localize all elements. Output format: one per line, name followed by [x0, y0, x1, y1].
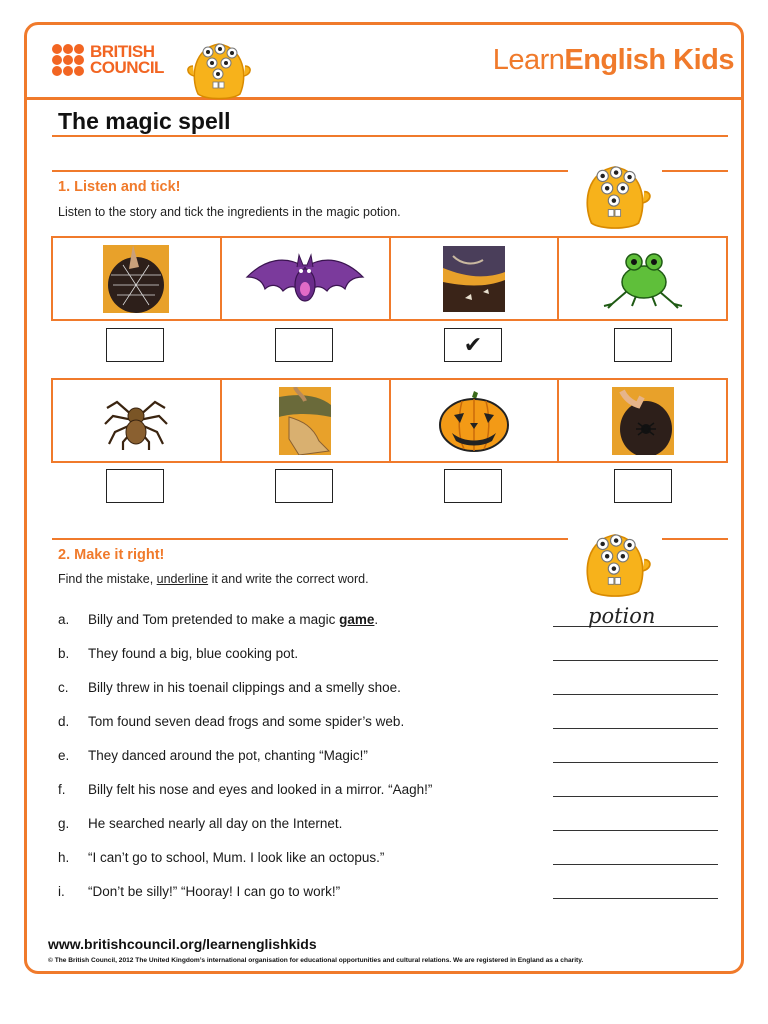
underlined-mistake: game	[339, 612, 375, 627]
question-text: “I can’t go to school, Mum. I look like an octopus.”	[88, 850, 385, 865]
monster-mascot-icon	[574, 158, 656, 232]
tick-box-3[interactable]: ✔	[444, 328, 502, 362]
question-row-e	[58, 748, 718, 770]
question-row-d	[58, 714, 718, 736]
title-underline	[52, 135, 728, 137]
answer-line[interactable]	[553, 728, 718, 729]
ingredient-cell	[222, 238, 391, 319]
ingredient-cell	[222, 380, 391, 461]
pumpkin-icon	[438, 389, 510, 453]
tick-box-8[interactable]	[614, 469, 672, 503]
tick-box-2[interactable]	[275, 328, 333, 362]
section1-heading: 1. Listen and tick!	[58, 179, 181, 195]
answer-line[interactable]	[553, 830, 718, 831]
header-divider	[24, 97, 744, 100]
section2-heading: 2. Make it right!	[58, 547, 165, 563]
ingredients-grid-row1	[51, 236, 728, 321]
question-letter: g.	[58, 816, 70, 831]
question-row-f	[58, 782, 718, 804]
bat-icon	[245, 249, 365, 309]
ingredient-cell	[53, 380, 222, 461]
logo-line2: COUNCIL	[90, 58, 164, 77]
ingredient-cell	[391, 380, 560, 461]
question-row-c	[58, 680, 718, 702]
spider-in-pot-icon	[612, 387, 674, 455]
section1-instruction: Listen to the story and tick the ingredients in the magic potion.	[58, 205, 401, 219]
footer-url[interactable]: www.britishcouncil.org/learnenglishkids	[48, 936, 317, 952]
answer-line[interactable]	[553, 864, 718, 865]
monster-mascot-icon	[184, 36, 254, 102]
answer-line[interactable]	[553, 762, 718, 763]
toenail-clippings-icon	[443, 246, 505, 312]
smelly-shoe-icon	[279, 387, 331, 455]
section1-rule	[52, 170, 568, 172]
question-letter: h.	[58, 850, 70, 865]
question-row-h	[58, 850, 718, 872]
tick-box-7[interactable]	[444, 469, 502, 503]
learnenglish-kids-logo: LearnEnglish Kids	[492, 44, 734, 76]
question-letter: b.	[58, 646, 70, 661]
question-text: “Don’t be silly!” “Hooray! I can go to work!”	[88, 884, 341, 899]
section2-rule-right	[662, 538, 728, 540]
question-text: Billy and Tom pretended to make a magic game.	[88, 612, 379, 627]
logo-line1: BRITISH	[90, 42, 155, 61]
question-letter: c.	[58, 680, 69, 695]
frog-icon	[602, 248, 684, 310]
tick-box-5[interactable]	[106, 469, 164, 503]
question-text: He searched nearly all day on the Internet.	[88, 816, 343, 831]
question-letter: f.	[58, 782, 66, 797]
section2-rule	[52, 538, 568, 540]
question-row-i	[58, 884, 718, 906]
ingredient-cell	[559, 380, 726, 461]
question-letter: e.	[58, 748, 70, 763]
answer-line[interactable]	[553, 694, 718, 695]
section1-rule-right	[662, 170, 728, 172]
answer-line[interactable]	[553, 796, 718, 797]
page-title: The magic spell	[58, 108, 231, 134]
question-text: Billy threw in his toenail clippings and a smelly shoe.	[88, 680, 401, 695]
tick-box-6[interactable]	[275, 469, 333, 503]
question-text: They found a big, blue cooking pot.	[88, 646, 299, 661]
question-row-b	[58, 646, 718, 668]
ingredients-grid-row2	[51, 378, 728, 463]
question-letter: d.	[58, 714, 70, 729]
question-letter: a.	[58, 612, 70, 627]
monster-mascot-icon	[574, 526, 656, 600]
ingredient-cell	[53, 238, 222, 319]
question-row-g	[58, 816, 718, 838]
answer-line[interactable]	[553, 898, 718, 899]
logo-dots-icon	[52, 44, 84, 76]
british-council-logo	[52, 44, 164, 76]
section2-instruction: Find the mistake, underline it and write the correct word.	[58, 572, 369, 586]
answer-text: potion	[588, 604, 656, 628]
question-text: Billy felt his nose and eyes and looked in a mirror. “Aagh!”	[88, 782, 433, 797]
question-text: They danced around the pot, chanting “Magic!”	[88, 748, 368, 763]
question-letter: i.	[58, 884, 65, 899]
question-row-a	[58, 604, 718, 634]
tick-box-1[interactable]	[106, 328, 164, 362]
footer-copyright: © The British Council, 2012 The United Kingdom’s international organisation for educational opportunities and cultural relations. We are registered in England as a charity.	[48, 957, 584, 964]
answer-line[interactable]	[553, 660, 718, 661]
ingredient-cell	[391, 238, 560, 319]
tick-box-4[interactable]	[614, 328, 672, 362]
question-text: Tom found seven dead frogs and some spider’s web.	[88, 714, 405, 729]
spider-icon	[103, 390, 169, 452]
cobweb-pot-icon	[103, 245, 169, 313]
ingredient-cell	[559, 238, 726, 319]
